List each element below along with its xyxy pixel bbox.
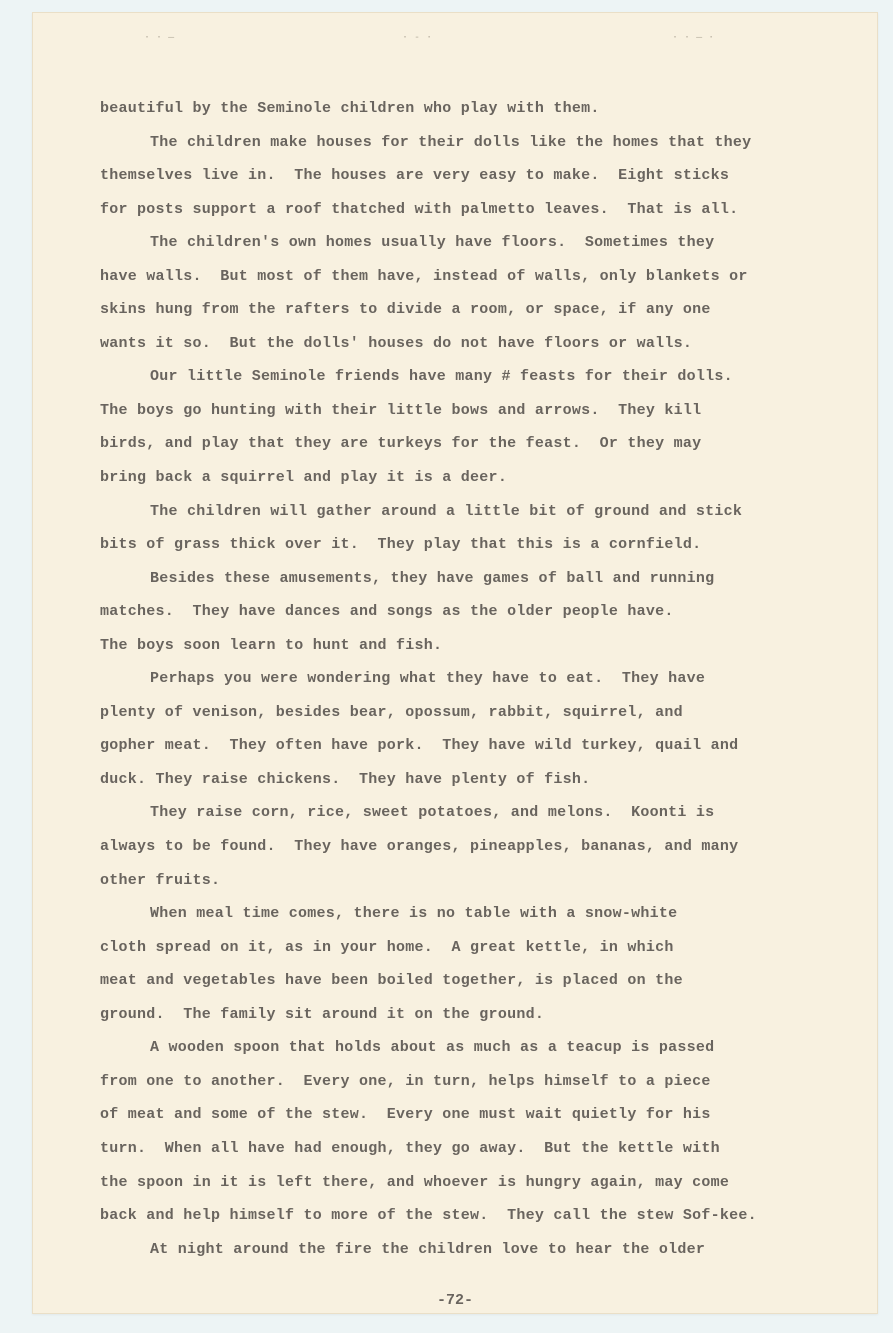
text-line: themselves live in. The houses are very easy to make. Eight sticks [100, 167, 730, 185]
text-line: The children's own homes usually have floors. Sometimes they [150, 234, 715, 252]
text-line: At night around the fire the children love to hear the older [150, 1240, 706, 1258]
text-line: Our little Seminole friends have many # feasts for their dolls. [150, 368, 733, 386]
text-line: plenty of venison, besides bear, opossum, rabbit, squirrel, and [100, 703, 683, 721]
text-line: for posts support a roof thatched with palmetto leaves. That is all. [100, 200, 739, 218]
text-line: meat and vegetables have been boiled together, is placed on the [100, 972, 683, 990]
text-line: have walls. But most of them have, instead of walls, only blankets or [100, 267, 748, 285]
text-line: Besides these amusements, they have games of ball and running [150, 569, 715, 587]
text-line: When meal time comes, there is no table with a snow-white [150, 905, 678, 923]
text-line: bits of grass thick over it. They play that this is a cornfield. [100, 536, 702, 554]
text-line: turn. When all have had enough, they go away. But the kettle with [100, 1139, 720, 1157]
text-line: wants it so. But the dolls' houses do not have floors or walls. [100, 334, 693, 352]
text-line: The boys soon learn to hunt and fish. [100, 636, 443, 654]
text-line: from one to another. Every one, in turn, helps himself to a piece [100, 1072, 711, 1090]
text-line: skins hung from the rafters to divide a room, or space, if any one [100, 301, 711, 319]
text-line: ground. The family sit around it on the ground. [100, 1005, 545, 1023]
text-line: of meat and some of the stew. Every one must wait quietly for his [100, 1106, 711, 1124]
typed-page: · · — · - · · · — · beautiful by the Seminole children who play with them. The children make houses for their dolls like the homes that they themselves live in. The houses are very easy to make. Eight sticks for posts support a roof thatched with palmetto leaves. That is all. The children's own homes usually have floors. Sometimes they have walls. But most of them have, instead of walls, only blankets or skins hung from the rafters to divide a room, or space, if any one wants it so. But the dolls' houses do not have floors or walls. Our little Seminole friends have many # feasts for their dolls. The boys go hunting with their little bows and arrows. They kill birds, and play that they are turkeys for the feast. Or they may bring back a squirrel and play it is a deer. The children will gather around a little bit of ground and stick bits of grass thick over it. They play that this is a cornfield. Besides these amusements, they have games of ball and running matches. They have dances and songs as the older people have. The boys soon learn to hunt and fish. Perhaps you were wondering what they have to eat. They have plenty of venison, besides bear, opossum, rabbit, squirrel, and gopher meat. They often have pork. They have wild turkey, quail and duck. They raise chickens. They have plenty of fish. They raise corn, rice, sweet potatoes, and melons. Koonti is always to be found. They have oranges, pineapples, bananas, and many other fruits. When meal time comes, there is no table with a snow-white cloth spread on it, as in your home. A great kettle, in which meat and vegetables have been boiled together, is placed on the ground. The family sit around it on the ground. A wooden spoon that holds about as much as a teacup is passed from one to another. Every one, in turn, helps himself to a piece of meat and some of the stew. Every one must wait quietly for his turn. When all have had enough, they go away. But the kettle with the spoon in it is left there, and whoever is hungry again, may come back and help himself to more of the stew. They call the stew Sof-kee. At night around the fire the children love to hear the older -72- [32, 12, 878, 1314]
text-line: always to be found. They have oranges, pineapples, bananas, and many [100, 838, 739, 856]
text-line: gopher meat. They often have pork. They have wild turkey, quail and [100, 737, 739, 755]
text-line: Perhaps you were wondering what they have to eat. They have [150, 670, 706, 688]
text-line: duck. They raise chickens. They have plenty of fish. [100, 770, 591, 788]
text-line: A wooden spoon that holds about as much as a teacup is passed [150, 1039, 715, 1057]
text-line: The boys go hunting with their little bows and arrows. They kill [100, 401, 702, 419]
text-line: the spoon in it is left there, and whoever is hungry again, may come [100, 1173, 730, 1191]
text-line: birds, and play that they are turkeys for the feast. Or they may [100, 435, 702, 453]
text-line: back and help himself to more of the stew. They call the stew Sof-kee. [100, 1207, 757, 1225]
page-number: -72- [436, 1292, 473, 1309]
text-line: They raise corn, rice, sweet potatoes, and melons. Koonti is [150, 804, 715, 822]
text-line: matches. They have dances and songs as the older people have. [100, 603, 674, 621]
typed-text-body [100, 92, 860, 1266]
text-line: The children will gather around a little bit of ground and stick [150, 502, 743, 520]
text-line: other fruits. [100, 871, 221, 889]
text-line: The children make houses for their dolls like the homes that they [150, 133, 752, 151]
text-line: beautiful by the Seminole children who play with them. [100, 100, 600, 117]
text-line: cloth spread on it, as in your home. A great kettle, in which [100, 938, 674, 956]
text-line: bring back a squirrel and play it is a deer. [100, 469, 508, 487]
